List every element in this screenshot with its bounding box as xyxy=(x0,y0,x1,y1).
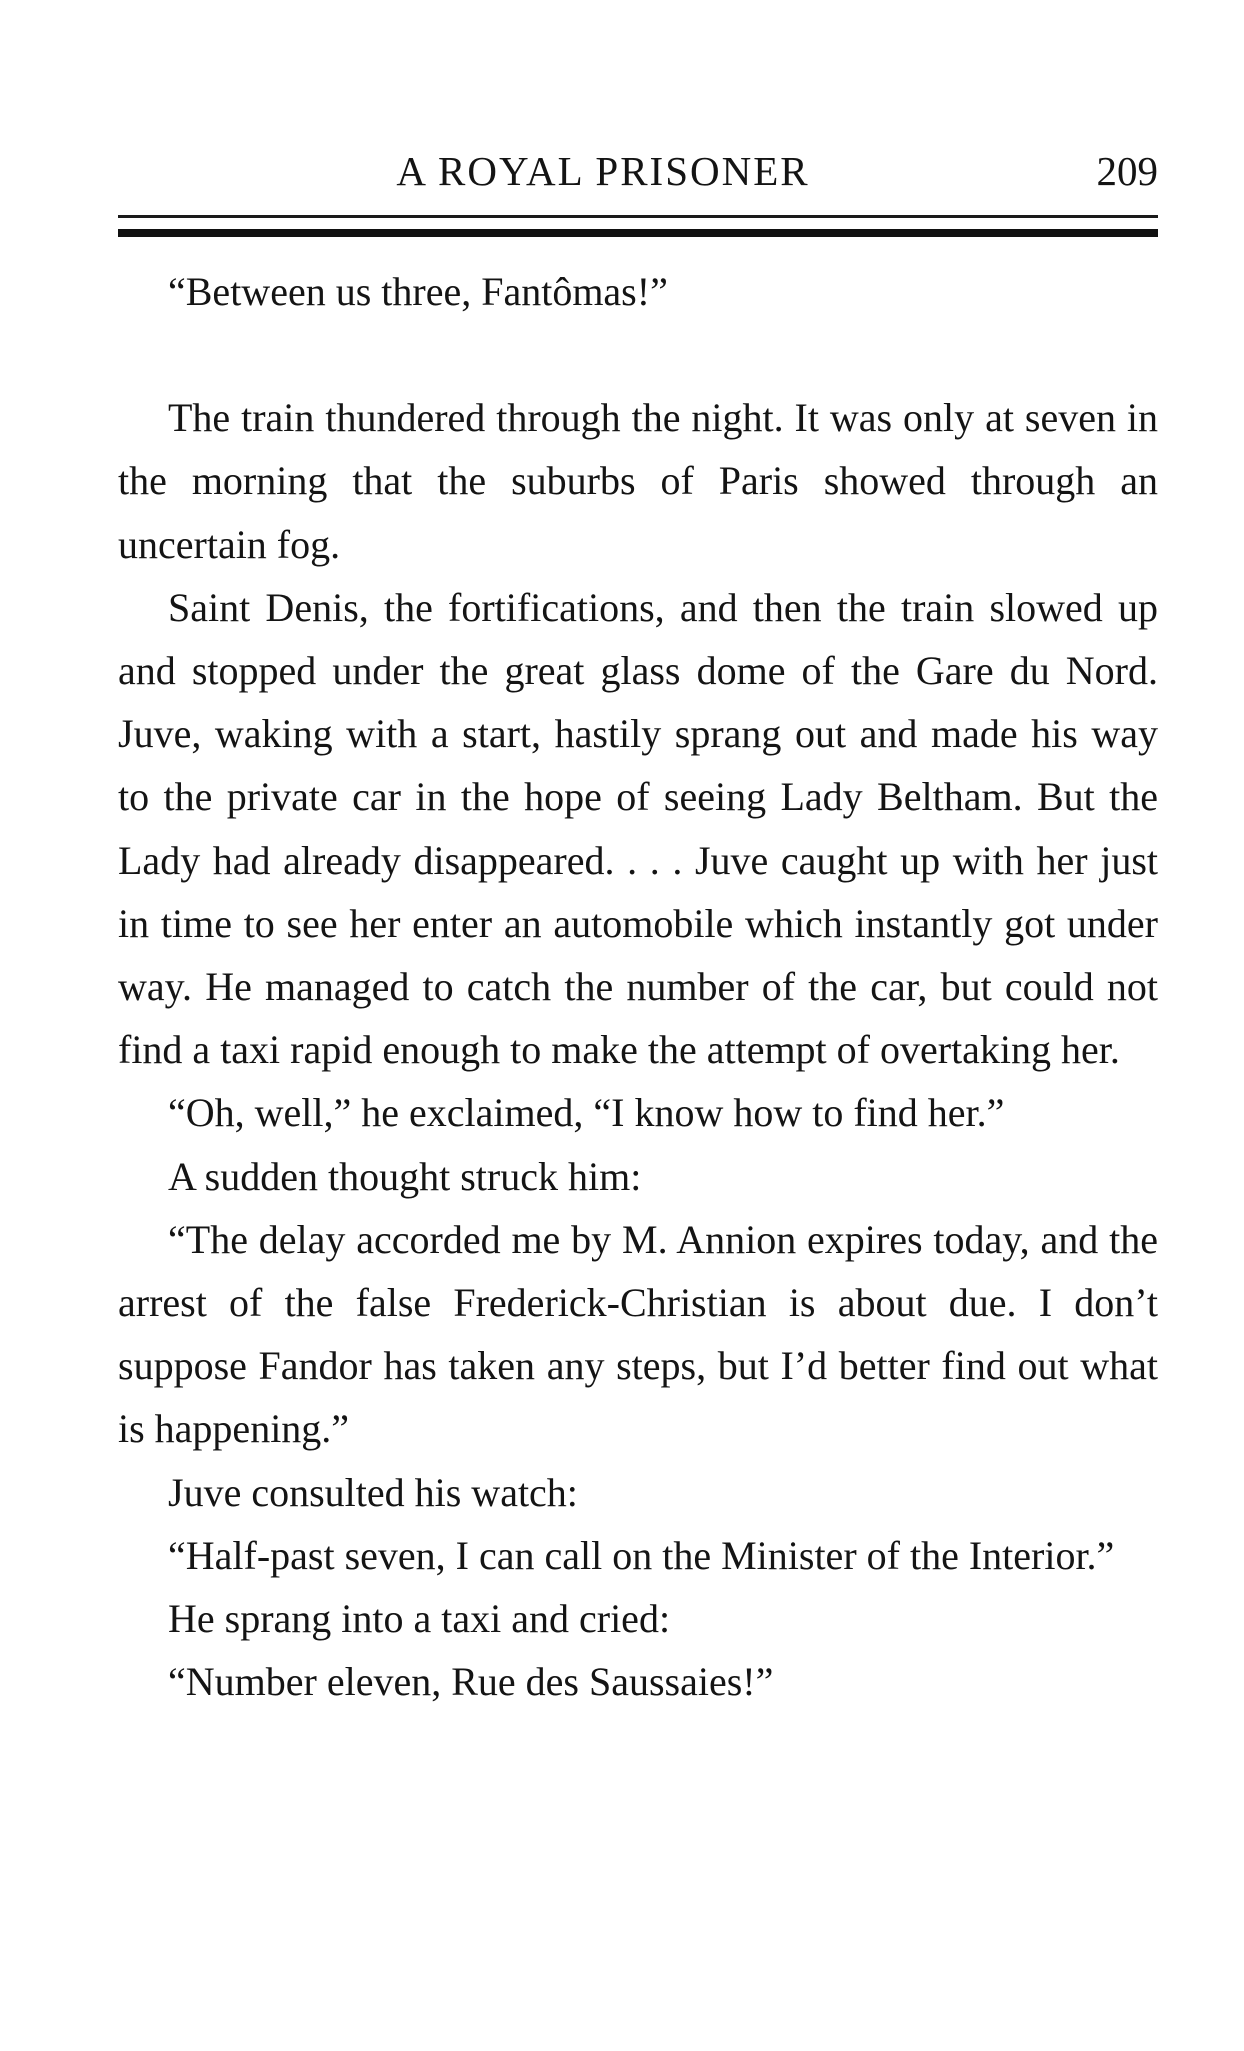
paragraph: “The delay accorded me by M. Annion expires today, and the arrest of the false Frederick-Christian is about due. I don’t suppose Fandor has taken any steps, but I’d better find out what is happening.” xyxy=(118,1216,1158,1452)
body-text xyxy=(118,260,1158,1713)
paragraph: “Between us three, Fantômas!” xyxy=(168,269,668,314)
header-rule-thin xyxy=(118,215,1158,218)
running-title: A ROYAL PRISONER xyxy=(396,148,810,194)
paragraph: Juve consulted his watch: xyxy=(168,1469,578,1515)
paragraph: A sudden thought struck him: xyxy=(168,1153,642,1199)
paragraph: “Oh, well,” he exclaimed, “I know how to find her.” xyxy=(168,1090,1005,1136)
paragraph: He sprang into a taxi and cried: xyxy=(168,1596,671,1642)
header-rule-thick xyxy=(118,229,1158,237)
paragraph: The train thundered through the night. It was only at seven in the morning that the suburbs of Paris showed through an uncertain fog. xyxy=(118,395,1158,567)
page-header xyxy=(118,146,1158,206)
paragraph: “Number eleven, Rue des Saussaies!” xyxy=(168,1659,774,1705)
page-number: 209 xyxy=(1096,148,1158,194)
paragraph: “Half-past seven, I can call on the Minister of the Interior.” xyxy=(168,1532,1115,1578)
paragraph: Saint Denis, the fortifications, and then the train slowed up and stopped under the great glass dome of the Gare du Nord. Juve, waking with a start, hastily sprang out and made his way to the private car in the hope of seeing Lady Beltham. But the Lady had already disappeared. . . . Juve caught up with her just in time to see her enter an automobile which instantly got under way. He managed to catch the number of the car, but could not find a taxi rapid enough to make the attempt of overtaking her. xyxy=(118,584,1158,1073)
